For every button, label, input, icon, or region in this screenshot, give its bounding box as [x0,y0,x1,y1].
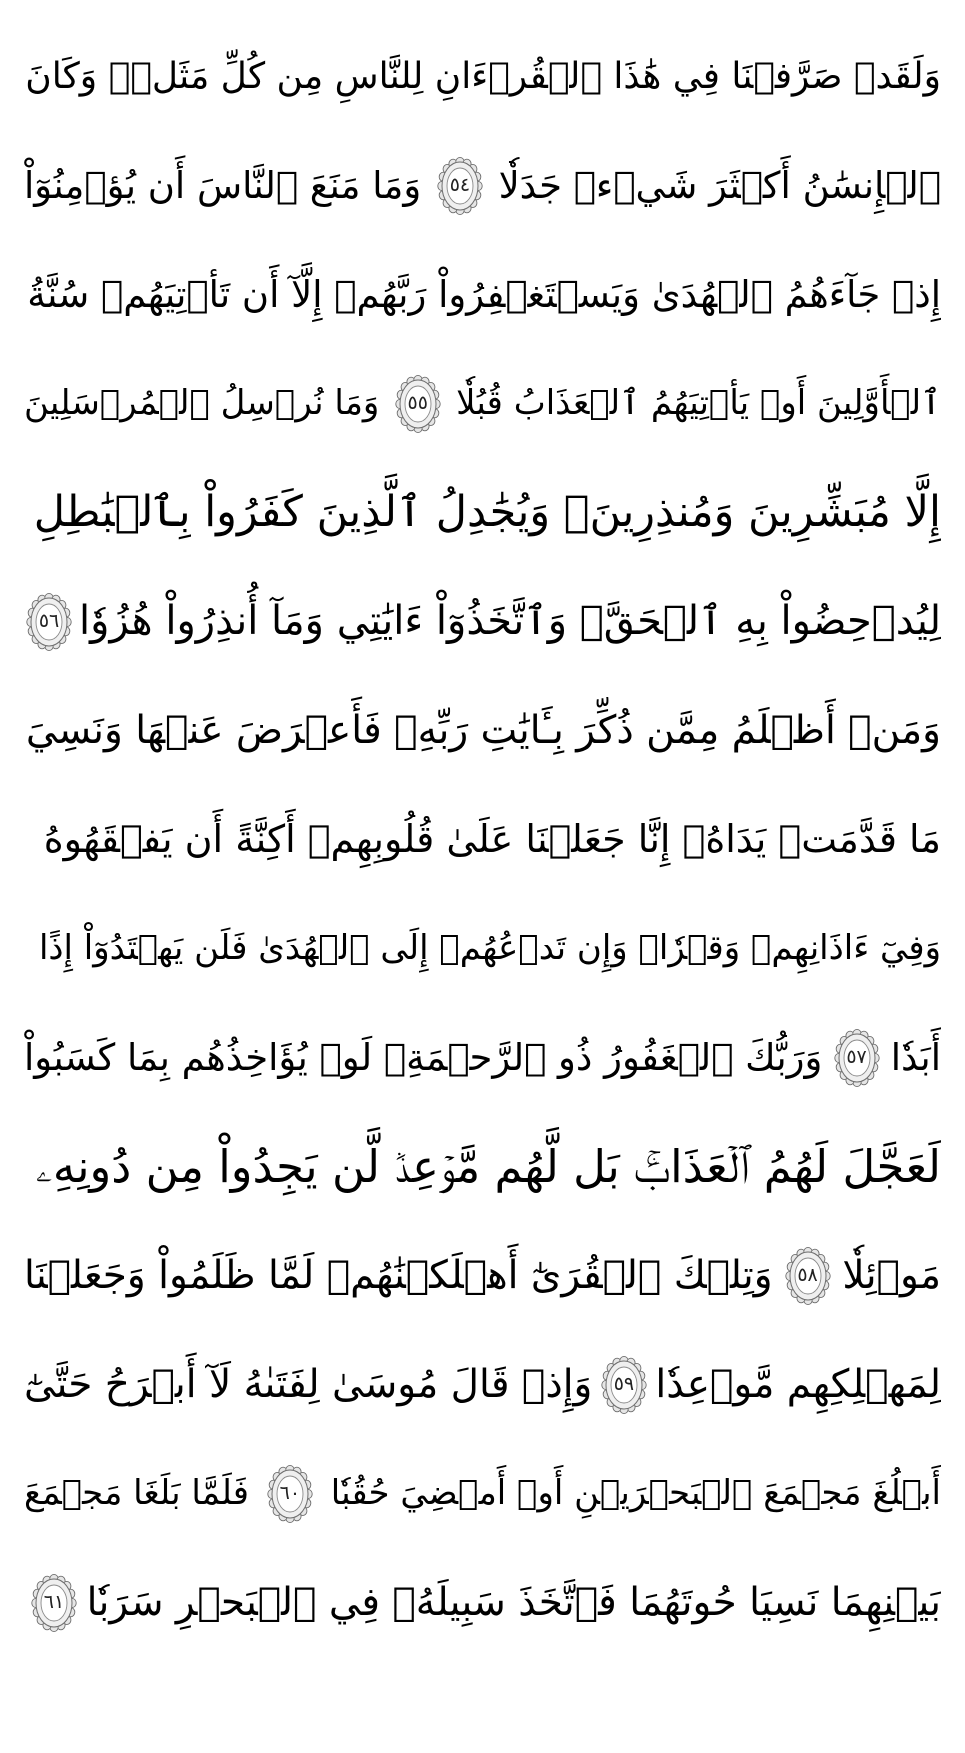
text-line [24,22,941,131]
ayah-number-marker [266,1463,314,1525]
verse-text: فَلَمَّا بَلَغَا مَجۡمَعَ [24,1473,249,1513]
text-line-content [24,1221,941,1330]
ayah-number: ٥٥ [407,392,428,414]
text-line-content [24,1330,941,1439]
verse-text: لَعَجَّلَ لَهُمُ ٱلۡعَذَابَۚ بَل لَّهُم مَّوۡعِدٞ لَّن يَجِدُواْ مِن دُونِهِۦ [35,1140,941,1193]
text-line-content [24,1112,941,1221]
text-line-content [24,458,941,567]
text-line-content [24,131,941,240]
ayah-number-marker [30,1572,78,1634]
text-line [24,676,941,785]
verse-text: مَوۡئِلٗا [842,1253,941,1298]
verse-text: لِيُدۡحِضُواْ بِهِ ٱلۡحَقَّۖ وَٱتَّخَذُوٓاْ ءَايَٰتِي وَمَآ أُنذِرُواْ هُزُوٗا [79,598,941,644]
text-line-content [24,240,941,349]
text-line [24,894,941,1003]
verse-text: وَمَا نُرۡسِلُ ٱلۡمُرۡسَلِينَ [24,383,380,423]
verse-text: وَمَا مَنَعَ ٱلنَّاسَ أَن يُؤۡمِنُوٓاْ [24,164,422,207]
ayah-number-marker [784,1245,832,1307]
text-line-content [24,22,941,131]
ayah-number: ٥٤ [449,174,471,196]
ayah-number: ٥٨ [797,1264,818,1286]
text-line-content [24,894,941,1003]
text-line [24,1221,941,1330]
text-line [24,458,941,567]
ayah-number: ٥٧ [846,1046,867,1068]
text-line [24,349,941,458]
verse-text: وَلَقَدۡ صَرَّفۡنَا فِي هَٰذَا ٱلۡقُرۡءَانِ لِلنَّاسِ مِن كُلِّ مَثَلٖۚ وَكَانَ [25,56,941,97]
text-line-content [24,567,941,676]
ayah-number-marker [25,591,73,653]
verse-text: لِمَهۡلِكِهِم مَّوۡعِدٗا [655,1362,941,1407]
verse-text: وَإِذۡ قَالَ مُوسَىٰ لِفَتَىٰهُ لَآ أَبۡرَحُ حَتَّىٰٓ [24,1362,593,1407]
verse-text: ٱلۡإِنسَٰنُ أَكۡثَرَ شَيۡءٖ جَدَلٗا [498,164,941,207]
verse-text: إِذۡ جَآءَهُمُ ٱلۡهُدَىٰ وَيَسۡتَغۡفِرُواْ رَبَّهُمۡ إِلَّآ أَن تَأۡتِيَهُمۡ سُنَّةُ [27,273,941,316]
ayah-number-marker [600,1354,648,1416]
text-line [24,1548,941,1657]
verse-text: إِلَّا مُبَشِّرِينَ وَمُنذِرِينَۚ وَيُجَٰدِلُ ٱلَّذِينَ كَفَرُواْ بِٱلۡبَٰطِلِ [33,487,941,537]
ayah-number-marker [436,155,484,217]
ayah-number: ٦٠ [279,1482,301,1504]
text-line-content [24,1003,941,1112]
verse-text: ٱلۡأَوَّلِينَ أَوۡ يَأۡتِيَهُمُ ٱلۡعَذَابُ قُبُلٗا [456,383,941,423]
text-line [24,131,941,240]
verse-text: بَيۡنِهِمَا نَسِيَا حُوتَهُمَا فَٱتَّخَذَ سَبِيلَهُۥ فِي ٱلۡبَحۡرِ سَرَبٗا [86,1580,941,1625]
text-line [24,1003,941,1112]
verse-text: وَمَنۡ أَظۡلَمُ مِمَّن ذُكِّرَ بِـَٔايَٰتِ رَبِّهِۦ فَأَعۡرَضَ عَنۡهَا وَنَسِيَ [25,708,941,753]
ayah-number-marker [833,1027,881,1089]
verse-text: أَبۡلُغَ مَجۡمَعَ ٱلۡبَحۡرَيۡنِ أَوۡ أَمۡضِيَ حُقُبٗا [330,1473,941,1513]
text-line-content [24,785,941,894]
text-line [24,240,941,349]
text-line-content [24,349,941,458]
verse-text: وَرَبُّكَ ٱلۡغَفُورُ ذُو ٱلرَّحۡمَةِۖ لَوۡ يُؤَاخِذُهُم بِمَا كَسَبُواْ [24,1036,823,1079]
verse-text: أَبَدٗا [890,1036,941,1079]
ayah-number: ٦١ [43,1591,65,1613]
verse-text: مَا قَدَّمَتۡ يَدَاهُۚ إِنَّا جَعَلۡنَا عَلَىٰ قُلُوبِهِمۡ أَكِنَّةً أَن يَفۡقَهُوهُ [43,817,941,861]
text-line [24,1330,941,1439]
verse-text: وَفِيٓ ءَاذَانِهِمۡ وَقۡرٗاۖ وَإِن تَدۡعُهُمۡ إِلَى ٱلۡهُدَىٰ فَلَن يَهۡتَدُوٓاْ إِذًا [38,928,941,968]
text-line-content [24,676,941,785]
text-line [24,567,941,676]
ayah-number: ٥٦ [38,610,60,632]
verse-text: وَتِلۡكَ ٱلۡقُرَىٰٓ أَهۡلَكۡنَٰهُمۡ لَمَّا ظَلَمُواْ وَجَعَلۡنَا [24,1253,773,1298]
ayah-number-marker [394,373,442,435]
text-line-content [24,1548,941,1657]
ayah-number: ٥٩ [613,1373,635,1395]
text-line-content [24,1439,941,1548]
text-line [24,1112,941,1221]
text-line [24,1439,941,1548]
text-line [24,785,941,894]
